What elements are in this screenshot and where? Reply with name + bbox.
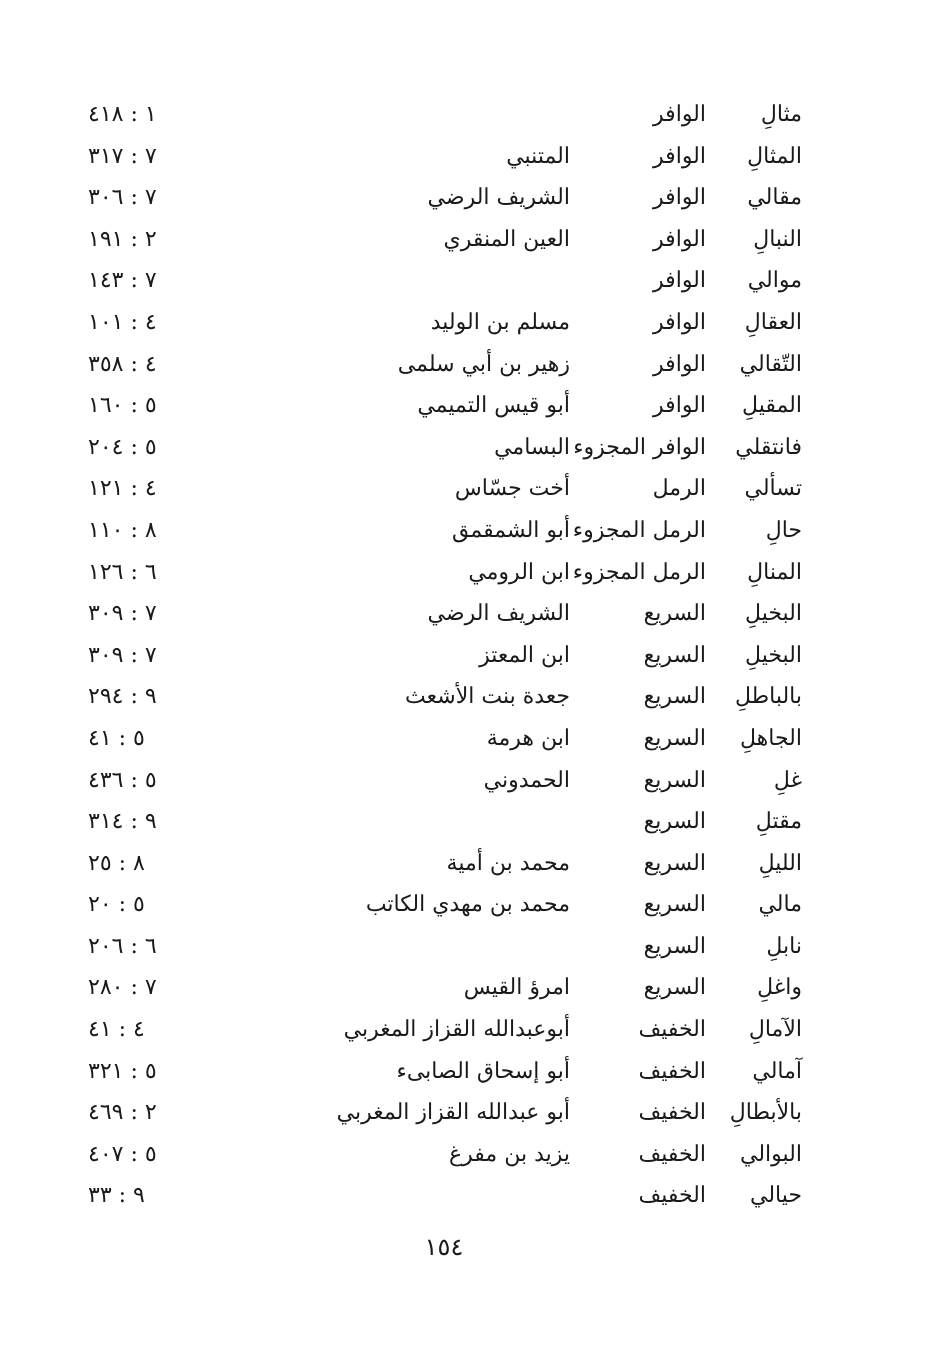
volume-page-reference: ٥ : ٣٢١	[88, 1058, 157, 1084]
rhyme-word: المنالِ	[747, 559, 802, 585]
index-row	[0, 344, 932, 386]
index-row	[0, 1134, 932, 1176]
meter-name: الوافر	[653, 268, 706, 294]
index-row	[0, 177, 932, 219]
poet-name: يزيد بن مفرغ	[449, 1141, 570, 1167]
rhyme-word: البخيلِ	[745, 642, 802, 668]
meter-name: الوافر	[653, 143, 706, 169]
volume-page-reference: ٧ : ٣٠٦	[88, 185, 157, 211]
volume-page-reference: ٩ : ٣١٤	[88, 809, 157, 835]
meter-name: الخفيف	[638, 1058, 706, 1084]
poet-name: محمد بن مهدي الكاتب	[365, 892, 570, 918]
rhyme-word: واغلِ	[757, 975, 802, 1001]
volume-page-reference: ٤ : ٤١	[88, 1017, 145, 1043]
index-row	[0, 94, 932, 136]
volume-page-reference: ٦ : ١٢٦	[88, 559, 157, 585]
meter-name: الرمل المجزوء	[572, 517, 706, 543]
poet-name: المتنبي	[506, 143, 570, 169]
meter-name: السريع	[643, 933, 706, 959]
volume-page-reference: ٥ : ١٦٠	[88, 393, 157, 419]
rhyme-word: حالِ	[765, 517, 802, 543]
meter-name: السريع	[643, 684, 706, 710]
meter-name: الخفيف	[638, 1141, 706, 1167]
volume-page-reference: ٥ : ٢٠٤	[88, 434, 157, 460]
volume-page-reference: ٩ : ٢٩٤	[88, 684, 157, 710]
volume-page-reference: ٧ : ٣١٧	[88, 143, 157, 169]
meter-name: الوافر	[653, 351, 706, 377]
index-row	[0, 468, 932, 510]
volume-page-reference: ٧ : ٢٨٠	[88, 975, 157, 1001]
index-row	[0, 385, 932, 427]
volume-page-reference: ٥ : ٤٠٧	[88, 1141, 157, 1167]
poet-name: أبو قيس التميمي	[417, 393, 570, 419]
meter-name: الرمل	[652, 476, 706, 502]
meter-name: الخفيف	[638, 1100, 706, 1126]
rhyme-word: الليلِ	[758, 850, 802, 876]
meter-name: الوافر المجزوء	[573, 434, 706, 460]
rhyme-word: غلِ	[773, 767, 802, 793]
rhyme-word: موالي	[747, 268, 802, 294]
meter-name: الخفيف	[638, 1017, 706, 1043]
rhyme-word: المثالِ	[747, 143, 802, 169]
rhyme-word: التّقالي	[739, 351, 802, 377]
rhyme-word: بالأبطالِ	[729, 1100, 802, 1126]
volume-page-reference: ٢ : ١٩١	[88, 226, 157, 252]
rhyme-index-table	[0, 94, 932, 1217]
volume-page-reference: ٨ : ١١٠	[88, 517, 157, 543]
index-row	[0, 136, 932, 178]
volume-page-reference: ٤ : ١٢١	[88, 476, 157, 502]
poet-name: أبو عبدالله القزاز المغربي	[336, 1100, 570, 1126]
volume-page-reference: ٤ : ١٠١	[88, 309, 157, 335]
poet-name: ابن هرمة	[486, 725, 570, 751]
rhyme-word: مقالي	[747, 185, 802, 211]
rhyme-word: تسألي	[744, 476, 802, 502]
meter-name: الرمل المجزوء	[572, 559, 706, 585]
poet-name: العين المنقري	[443, 226, 570, 252]
index-row	[0, 1009, 932, 1051]
index-row	[0, 510, 932, 552]
rhyme-word: مقتلِ	[755, 809, 802, 835]
volume-page-reference: ٢ : ٤٦٩	[88, 1100, 157, 1126]
volume-page-reference: ٥ : ٤٣٦	[88, 767, 157, 793]
rhyme-word: نابلِ	[766, 933, 802, 959]
index-row	[0, 635, 932, 677]
meter-name: السريع	[643, 601, 706, 627]
rhyme-word: بالباطلِ	[734, 684, 802, 710]
poet-name: أبو إسحاق الصابىء	[396, 1058, 570, 1084]
page-number: ١٥٤	[424, 1233, 464, 1261]
volume-page-reference: ٤ : ٣٥٨	[88, 351, 157, 377]
index-row	[0, 260, 932, 302]
index-row	[0, 219, 932, 261]
poet-name: الحمدوني	[483, 767, 570, 793]
poet-name: جعدة بنت الأشعث	[405, 684, 570, 710]
rhyme-word: آمالي	[752, 1058, 802, 1084]
poet-name: أبو الشمقمق	[452, 517, 570, 543]
volume-page-reference: ٥ : ٢٠	[88, 892, 145, 918]
volume-page-reference: ١ : ٤١٨	[88, 102, 157, 127]
meter-name: السريع	[643, 850, 706, 876]
poet-name: محمد بن أمية	[446, 850, 570, 876]
rhyme-word: المقيلِ	[742, 393, 802, 419]
meter-name: الوافر	[653, 102, 706, 127]
index-row	[0, 676, 932, 718]
poet-name: الشريف الرضي	[427, 185, 570, 211]
volume-page-reference: ٦ : ٢٠٦	[88, 933, 157, 959]
volume-page-reference: ٧ : ٣٠٩	[88, 601, 157, 627]
poet-name: الشريف الرضي	[427, 601, 570, 627]
volume-page-reference: ٧ : ١٤٣	[88, 268, 157, 294]
meter-name: السريع	[643, 975, 706, 1001]
rhyme-word: العقالِ	[744, 309, 802, 335]
index-row	[0, 967, 932, 1009]
meter-name: الخفيف	[638, 1183, 706, 1209]
poet-name: مسلم بن الوليد	[430, 309, 570, 335]
poet-name: زهير بن أبي سلمى	[397, 351, 570, 377]
volume-page-reference: ٥ : ٤١	[88, 725, 145, 751]
rhyme-word: النبالِ	[753, 226, 802, 252]
meter-name: السريع	[643, 767, 706, 793]
rhyme-word: مالي	[758, 892, 802, 918]
index-row	[0, 1051, 932, 1093]
meter-name: الوافر	[653, 226, 706, 252]
meter-name: الوافر	[653, 185, 706, 211]
rhyme-word: فانتقلي	[735, 434, 802, 460]
meter-name: السريع	[643, 809, 706, 835]
index-row	[0, 593, 932, 635]
meter-name: الوافر	[653, 393, 706, 419]
rhyme-word: مثالِ	[760, 102, 802, 127]
meter-name: السريع	[643, 892, 706, 918]
poet-name: امرؤ القيس	[463, 975, 570, 1001]
poet-name: أبوعبدالله القزاز المغربي	[343, 1017, 570, 1043]
rhyme-word: البخيلِ	[745, 601, 802, 627]
volume-page-reference: ٧ : ٣٠٩	[88, 642, 157, 668]
poet-name: البسامي	[494, 434, 570, 460]
rhyme-word: الآمالِ	[748, 1017, 802, 1043]
index-row	[0, 718, 932, 760]
rhyme-word: الجاهلِ	[740, 725, 802, 751]
index-row	[0, 926, 932, 968]
index-row	[0, 1092, 932, 1134]
index-row	[0, 801, 932, 843]
index-row	[0, 884, 932, 926]
index-row	[0, 1175, 932, 1217]
meter-name: السريع	[643, 725, 706, 751]
index-row	[0, 427, 932, 469]
meter-name: السريع	[643, 642, 706, 668]
rhyme-word: البوالي	[740, 1141, 802, 1167]
index-row	[0, 843, 932, 885]
poet-name: أخت جسّاس	[454, 476, 570, 502]
volume-page-reference: ٨ : ٢٥	[88, 850, 145, 876]
poet-name: ابن المعتز	[479, 642, 570, 668]
rhyme-word: حيالي	[750, 1183, 802, 1209]
index-row	[0, 760, 932, 802]
volume-page-reference: ٩ : ٣٣	[88, 1183, 145, 1209]
poet-name: ابن الرومي	[468, 559, 570, 585]
index-row	[0, 302, 932, 344]
index-row	[0, 552, 932, 594]
meter-name: الوافر	[653, 309, 706, 335]
